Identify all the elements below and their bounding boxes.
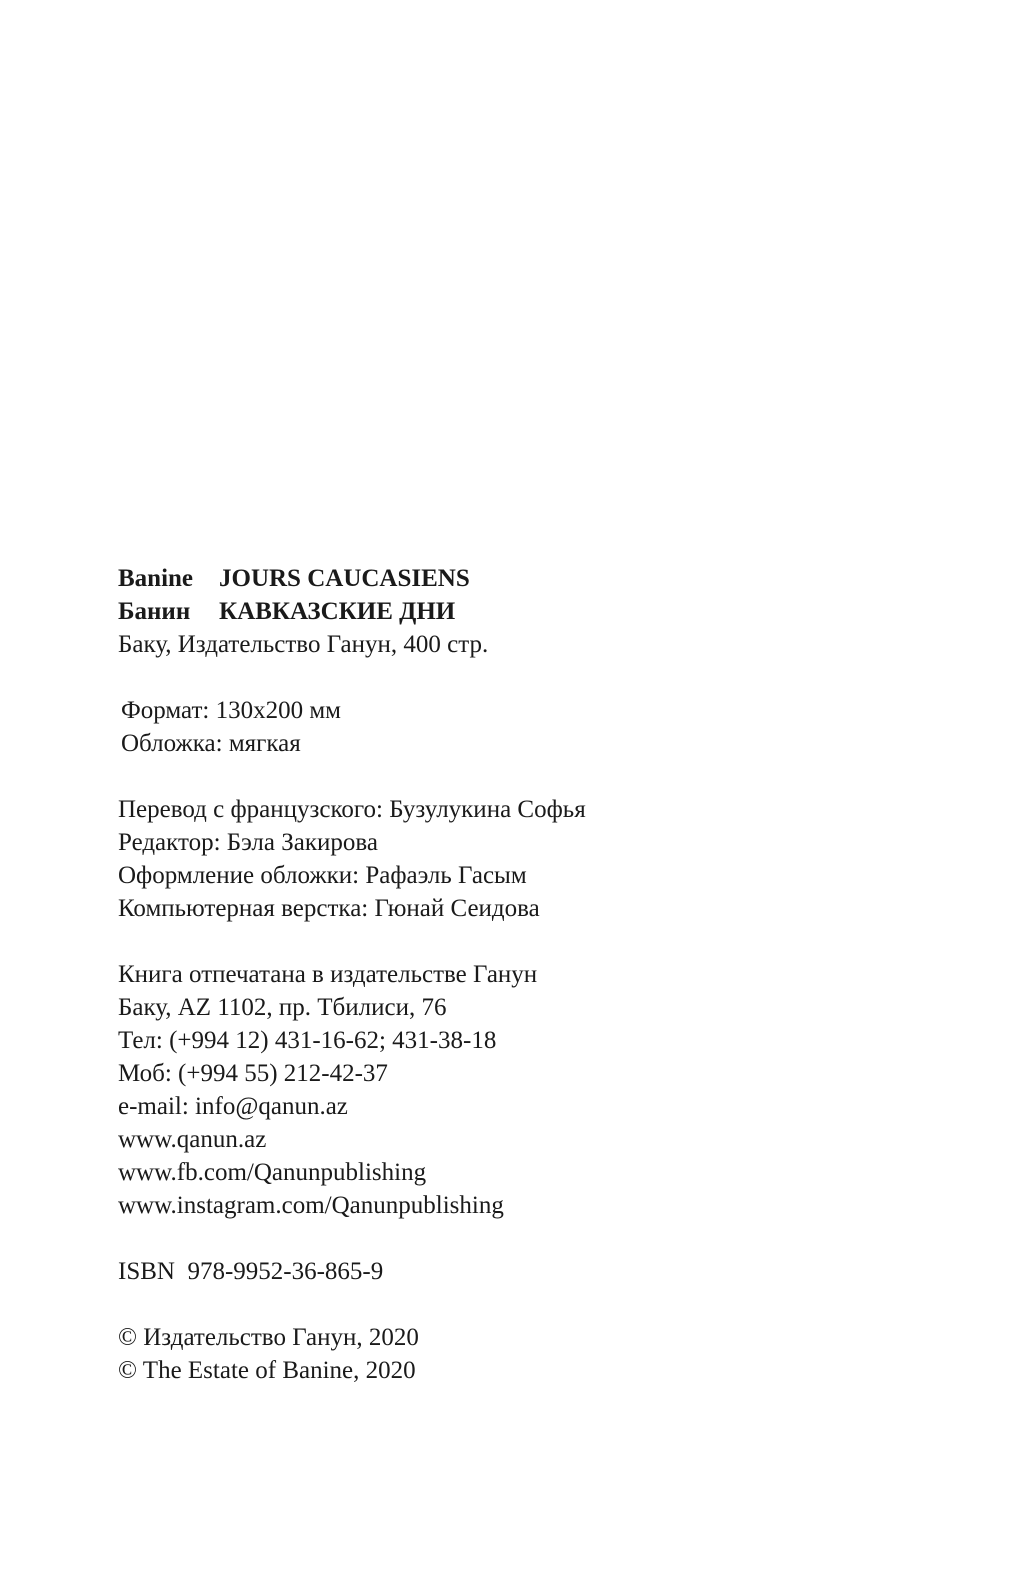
book-title-cyrillic: КАВКАЗСКИЕ ДНИ	[219, 598, 456, 625]
cover-line: Обложка: мягкая	[121, 730, 301, 757]
instagram-line: www.instagram.com/Qanunpublishing	[118, 1192, 504, 1219]
mobile-line: Моб: (+994 55) 212-42-37	[118, 1060, 388, 1087]
facebook-line: www.fb.com/Qanunpublishing	[118, 1159, 427, 1186]
book-title-latin: JOURS CAUCASIENS	[219, 565, 470, 592]
translation-credit: Перевод с французского: Бузулукина Софья	[118, 796, 586, 823]
title-row-latin	[118, 562, 818, 595]
isbn-line: ISBN 978-9952-36-865-9	[118, 1258, 384, 1285]
address-line: Баку, AZ 1102, пр. Тбилиси, 76	[118, 994, 447, 1021]
publisher-line: Баку, Издательство Ганун, 400 стр.	[118, 631, 489, 658]
phone-line: Тел: (+994 12) 431-16-62; 431-38-18	[118, 1027, 497, 1054]
format-line: Формат: 130х200 мм	[121, 697, 341, 724]
website-line: www.qanun.az	[118, 1126, 267, 1153]
layout-credit: Компьютерная верстка: Гюнай Сеидова	[118, 895, 540, 922]
author-latin: Banine	[118, 565, 194, 592]
copyright-estate: © The Estate of Banine, 2020	[118, 1357, 416, 1384]
author-cyrillic: Банин	[118, 598, 191, 625]
imprint-block	[118, 562, 818, 1387]
cover-design-credit: Оформление обложки: Рафаэль Гасым	[118, 862, 527, 889]
copyright-publisher: © Издательство Ганун, 2020	[118, 1324, 419, 1351]
email-line: e-mail: info@qanun.az	[118, 1093, 348, 1120]
editor-credit: Редактор: Бэла Закирова	[118, 829, 378, 856]
title-row-cyrillic	[118, 595, 818, 628]
printed-note: Книга отпечатана в издательстве Ганун	[118, 961, 538, 988]
